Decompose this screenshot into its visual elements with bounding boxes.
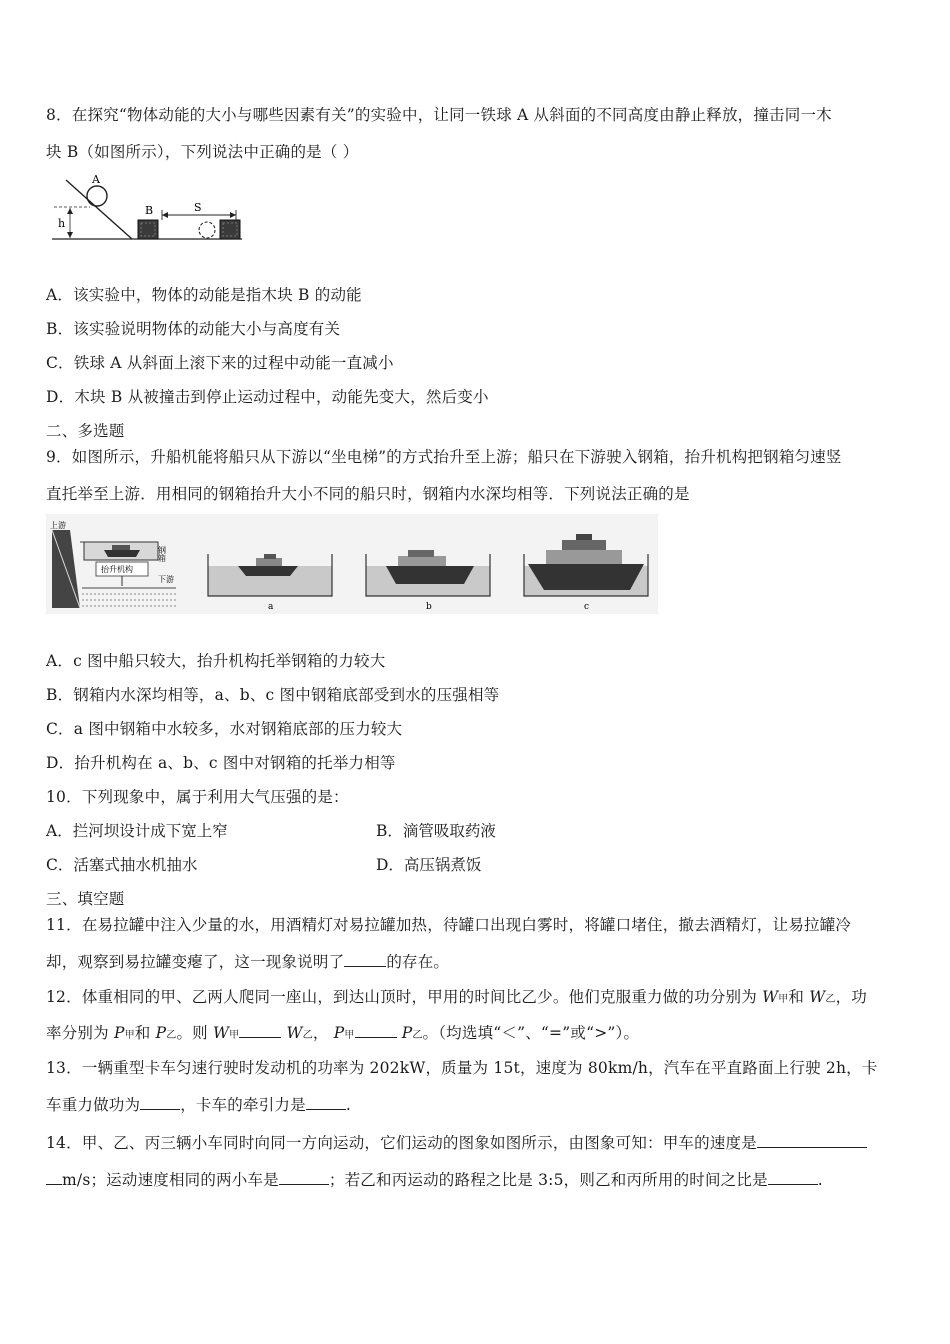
q8-incline-figure (52, 172, 247, 244)
sub-jia: 甲 (124, 1030, 135, 1041)
comma-text: ，功 (835, 988, 868, 1006)
sub-yi: 乙 (166, 1030, 177, 1041)
q10-option-c: C．活塞式抽水机抽水 (46, 856, 198, 874)
q14-blank-3[interactable] (768, 1172, 818, 1185)
sub-yi: 乙 (825, 994, 836, 1005)
q14-text-1: m/s；运动速度相同的两小车是 (62, 1171, 279, 1189)
label-b: b (426, 602, 432, 612)
and-text: 和 (788, 988, 805, 1006)
q9-stem-line1: 9．如图所示，升船机能将船只从下游以“坐电梯”的方式抬升至上游；船只在下游驶入钢箱，抬升机构把钢箱匀速竖 (46, 448, 842, 466)
q11-line1: 11．在易拉罐中注入少量的水，用酒精灯对易拉罐加热，待罐口出现白雾时，将罐口堵住，撤去酒精灯，让易拉罐冷 (46, 916, 852, 934)
q9-option-a: A．c 图中船只较大，抬升机构托举钢箱的力较大 (46, 652, 386, 670)
q10-option-d: D．高压锅煮饭 (376, 856, 482, 874)
q13-blank-2[interactable] (306, 1097, 346, 1110)
q10-option-b: B．滴管吸取药液 (376, 822, 496, 840)
q14-blank-1[interactable] (757, 1135, 867, 1148)
and-text: 和 (134, 1024, 151, 1042)
sub-yi: 乙 (412, 1030, 423, 1041)
q9-option-b: B．钢箱内水深均相等，a、b、c 图中钢箱底部受到水的压强相等 (46, 686, 500, 704)
q8-stem-line1: 8．在探究“物体动能的大小与哪些因素有关”的实验中，让同一铁球 A 从斜面的不同高度由静止释放，撞击同一木 (46, 106, 832, 124)
w-symbol: W (762, 988, 779, 1006)
label-a: a (268, 602, 274, 612)
q14-line2 (46, 1168, 823, 1190)
label-tank: 钢箱 (157, 546, 167, 562)
q12-line1 (46, 985, 867, 1007)
q12-then: 。则 (176, 1024, 208, 1042)
label-b: B (145, 204, 154, 217)
q13-line2 (46, 1093, 351, 1115)
q14-text-2: ；若乙和丙运动的路程之比是 3:5，则乙和丙所用的时间之比是 (328, 1171, 768, 1189)
q9-ship-lift-figure (46, 514, 658, 614)
label-a: A (92, 173, 100, 186)
q12-line2-start: 率分别为 (46, 1024, 109, 1042)
q11-text-before-blank: 却，观察到易拉罐变瘪了，这一现象说明了 (46, 953, 345, 971)
q11-text-after-blank: 的存在。 (386, 953, 450, 971)
q8-option-d: D．木块 B 从被撞击到停止运动过程中，动能先变大，然后变小 (46, 388, 489, 406)
q13-blank-1[interactable] (140, 1097, 180, 1110)
sub-jia: 甲 (344, 1030, 355, 1041)
q13-text-1: 车重力做功为 (46, 1096, 141, 1114)
p-symbol: P (333, 1024, 345, 1042)
q12-stem: 12．体重相同的甲、乙两人爬同一座山，到达山顶时，甲用的时间比乙少。他们克服重力做的功分别为 (46, 988, 757, 1006)
q9-option-c: C．a 图中钢箱中水较多，水对钢箱底部的压力较大 (46, 720, 403, 738)
q9-stem-line2: 直托举至上游．用相同的钢箱抬升大小不同的船只时，钢箱内水深均相等．下列说法正确的是 (46, 485, 690, 503)
q8-option-a: A．该实验中，物体的动能是指木块 B 的动能 (46, 286, 362, 304)
q14-text-3: . (817, 1171, 823, 1189)
q13-line1: 13．一辆重型卡车匀速行驶时发动机的功率为 202kW，质量为 15t，速度为 80km/h，汽车在平直路面上行驶 2h，卡 (46, 1059, 878, 1077)
q14-line1 (46, 1131, 867, 1153)
q8-option-c: C．铁球 A 从斜面上滚下来的过程中动能一直减小 (46, 354, 394, 372)
w-symbol: W (809, 988, 826, 1006)
p-symbol: P (113, 1024, 125, 1042)
sub-jia: 甲 (229, 1030, 240, 1041)
q10-stem: 10．下列现象中，属于利用大气压强的是： (46, 788, 349, 806)
q11-line2 (46, 950, 449, 972)
label-downstream: 下游 (158, 575, 174, 584)
label-h: h (58, 217, 66, 230)
q9-option-d: D．抬升机构在 a、b、c 图中对钢箱的托举力相等 (46, 754, 396, 772)
label-c: c (584, 602, 590, 612)
separator: ， (312, 1024, 329, 1042)
q13-text-2: ，卡车的牵引力是 (180, 1096, 306, 1114)
p-symbol: P (401, 1024, 413, 1042)
q13-text-3: . (345, 1096, 351, 1114)
label-lift: 抬升机构 (101, 565, 133, 574)
w-symbol: W (286, 1024, 303, 1042)
q12-line2 (46, 1021, 639, 1043)
q14-stem: 14．甲、乙、丙三辆小车同时向同一方向运动，它们运动的图象如图所示，由图象可知：甲车的速度是 (46, 1134, 757, 1152)
q10-option-a: A．拦河坝设计成下宽上窄 (46, 822, 228, 840)
q11-blank[interactable] (344, 954, 386, 967)
q14-blank-2[interactable] (279, 1172, 329, 1185)
sub-yi: 乙 (302, 1030, 313, 1041)
q14-blank-1-cont (46, 1172, 62, 1185)
section-fill-blank: 三、填空题 (46, 890, 125, 908)
q12-blank-2[interactable] (355, 1025, 397, 1038)
w-symbol: W (213, 1024, 230, 1042)
q8-option-b: B．该实验说明物体的动能大小与高度有关 (46, 320, 341, 338)
sub-jia: 甲 (778, 994, 789, 1005)
label-upstream: 上游 (50, 521, 66, 530)
section-multiple-choice: 二、多选题 (46, 422, 125, 440)
p-symbol: P (155, 1024, 167, 1042)
q12-blank-1[interactable] (239, 1025, 281, 1038)
q12-tail: 。（均选填“＜”、“=”或“>”）。 (422, 1024, 640, 1042)
ball-a (87, 186, 107, 206)
label-s: S (194, 201, 202, 214)
q8-stem-line2: 块 B（如图所示），下列说法中正确的是（ ） (46, 143, 359, 161)
